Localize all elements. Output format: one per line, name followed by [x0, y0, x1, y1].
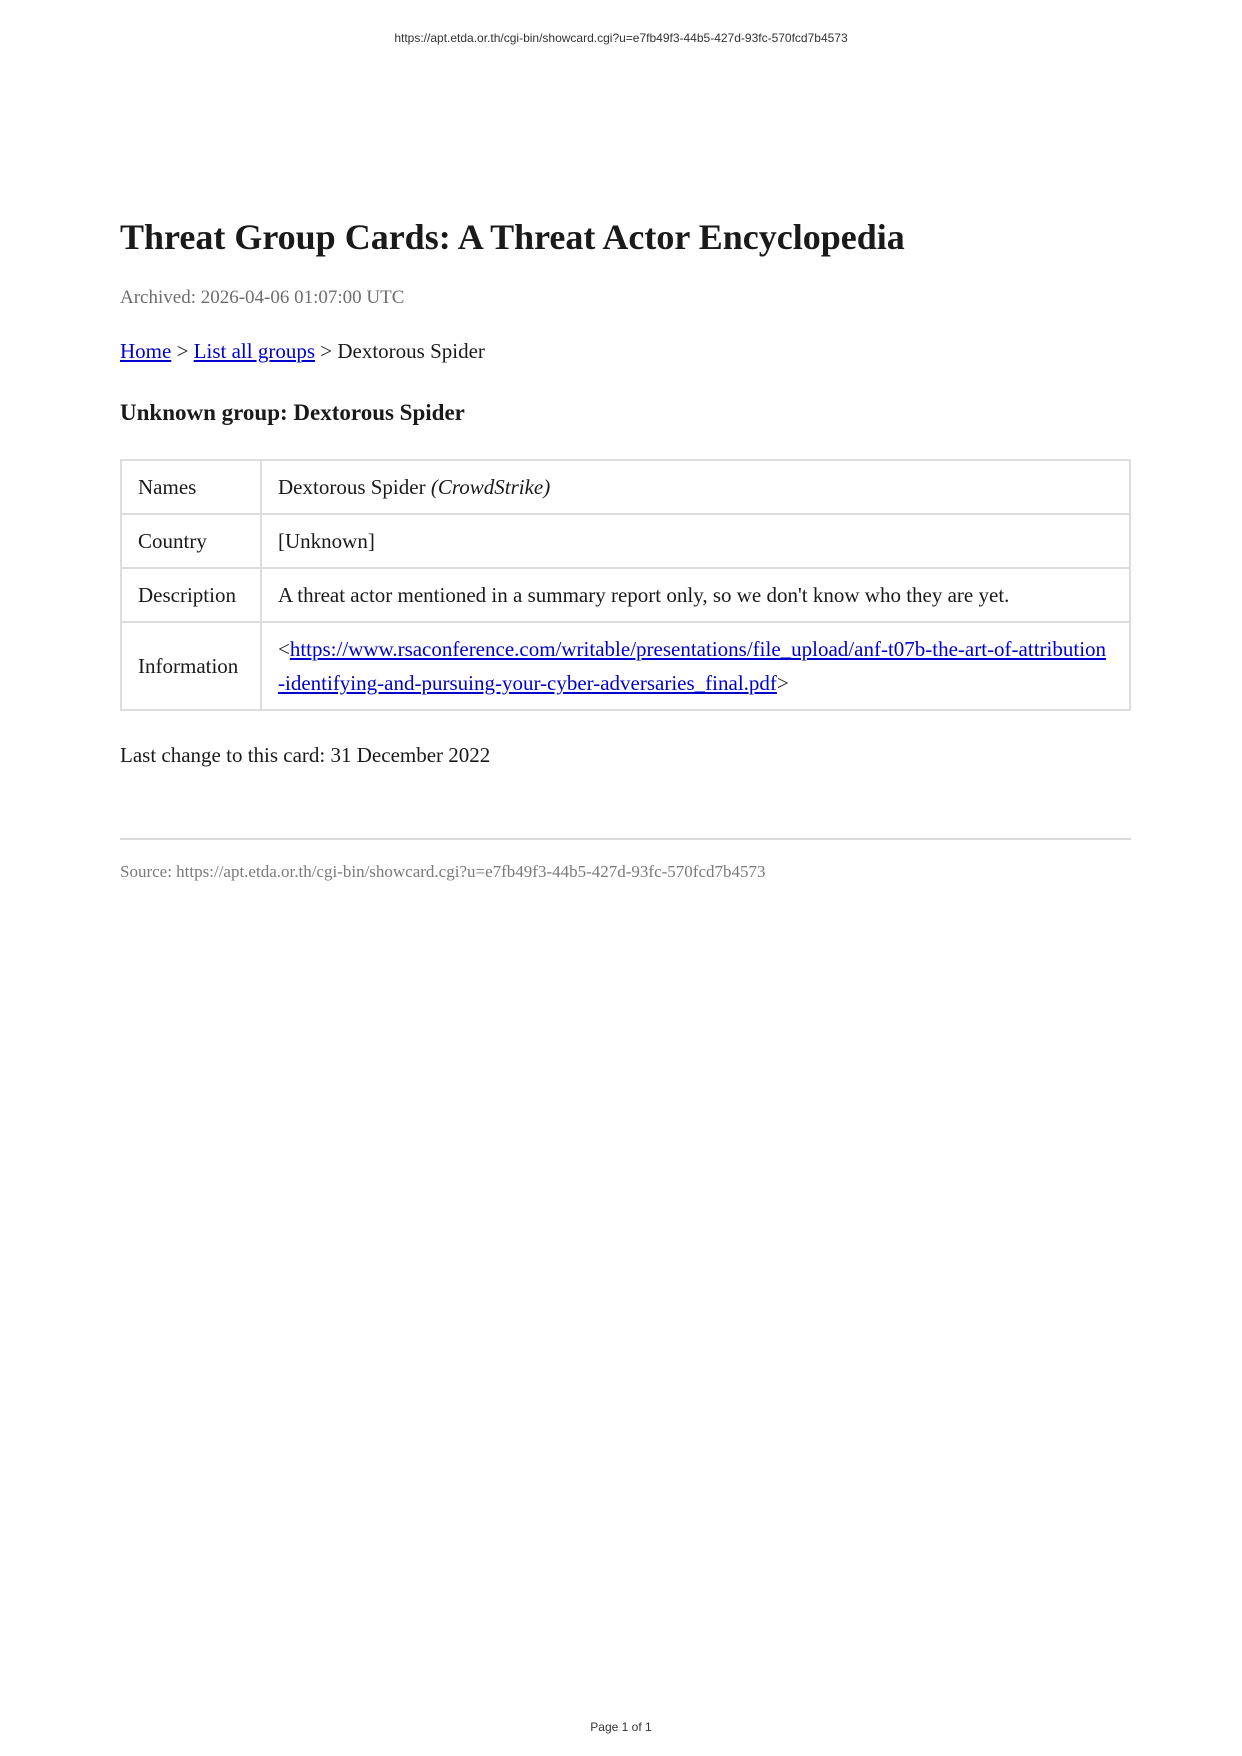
group-heading: Unknown group: Dextorous Spider: [120, 400, 465, 425]
print-header-url: https://apt.etda.or.th/cgi-bin/showcard.cgi?u=e7fb49f3-44b5-427d-93fc-570fcd7b4573: [394, 31, 848, 45]
information-link[interactable]: https://www.rsaconference.com/writable/presentations/file_upload/anf-t07b-the-art-of-attribution-identifying-and-pursuing-your-cyber-adversaries_final.pdf: [278, 637, 1107, 695]
table-row-names: [121, 460, 1130, 514]
breadcrumb-home-link[interactable]: Home: [120, 339, 172, 363]
description-value: A threat actor mentioned in a summary report only, so we don't know who they are yet.: [261, 568, 1130, 622]
names-primary: Dextorous Spider: [278, 475, 431, 499]
information-value: [261, 622, 1130, 710]
breadcrumb-separator: >: [171, 339, 194, 363]
table-row-country: [121, 514, 1130, 568]
breadcrumb: [120, 339, 485, 364]
names-label: Names: [121, 460, 261, 514]
information-label: Information: [121, 622, 261, 710]
breadcrumb-separator: >: [315, 339, 338, 363]
last-change-text: Last change to this card: 31 December 2022: [120, 743, 491, 767]
archived-timestamp: Archived: 2026-04-06 01:07:00 UTC: [120, 287, 405, 308]
source-url: Source: https://apt.etda.or.th/cgi-bin/showcard.cgi?u=e7fb49f3-44b5-427d-93fc-570fcd7b4573: [120, 862, 766, 881]
breadcrumb-list-groups-link[interactable]: List all groups: [193, 339, 315, 363]
table-row-information: [121, 622, 1130, 710]
names-value: [261, 460, 1130, 514]
breadcrumb-current: Dextorous Spider: [337, 339, 485, 363]
table-row-description: [121, 568, 1130, 622]
description-label: Description: [121, 568, 261, 622]
page-title: Threat Group Cards: A Threat Actor Encyclopedia: [120, 217, 905, 257]
page-number: Page 1 of 1: [590, 1720, 652, 1734]
link-open-bracket: <: [278, 637, 290, 661]
link-close-bracket: >: [776, 671, 789, 695]
country-value: [Unknown]: [261, 514, 1130, 568]
group-card-table: [120, 459, 1131, 711]
country-label: Country: [121, 514, 261, 568]
names-source: (CrowdStrike): [430, 475, 551, 499]
divider: [120, 838, 1131, 840]
